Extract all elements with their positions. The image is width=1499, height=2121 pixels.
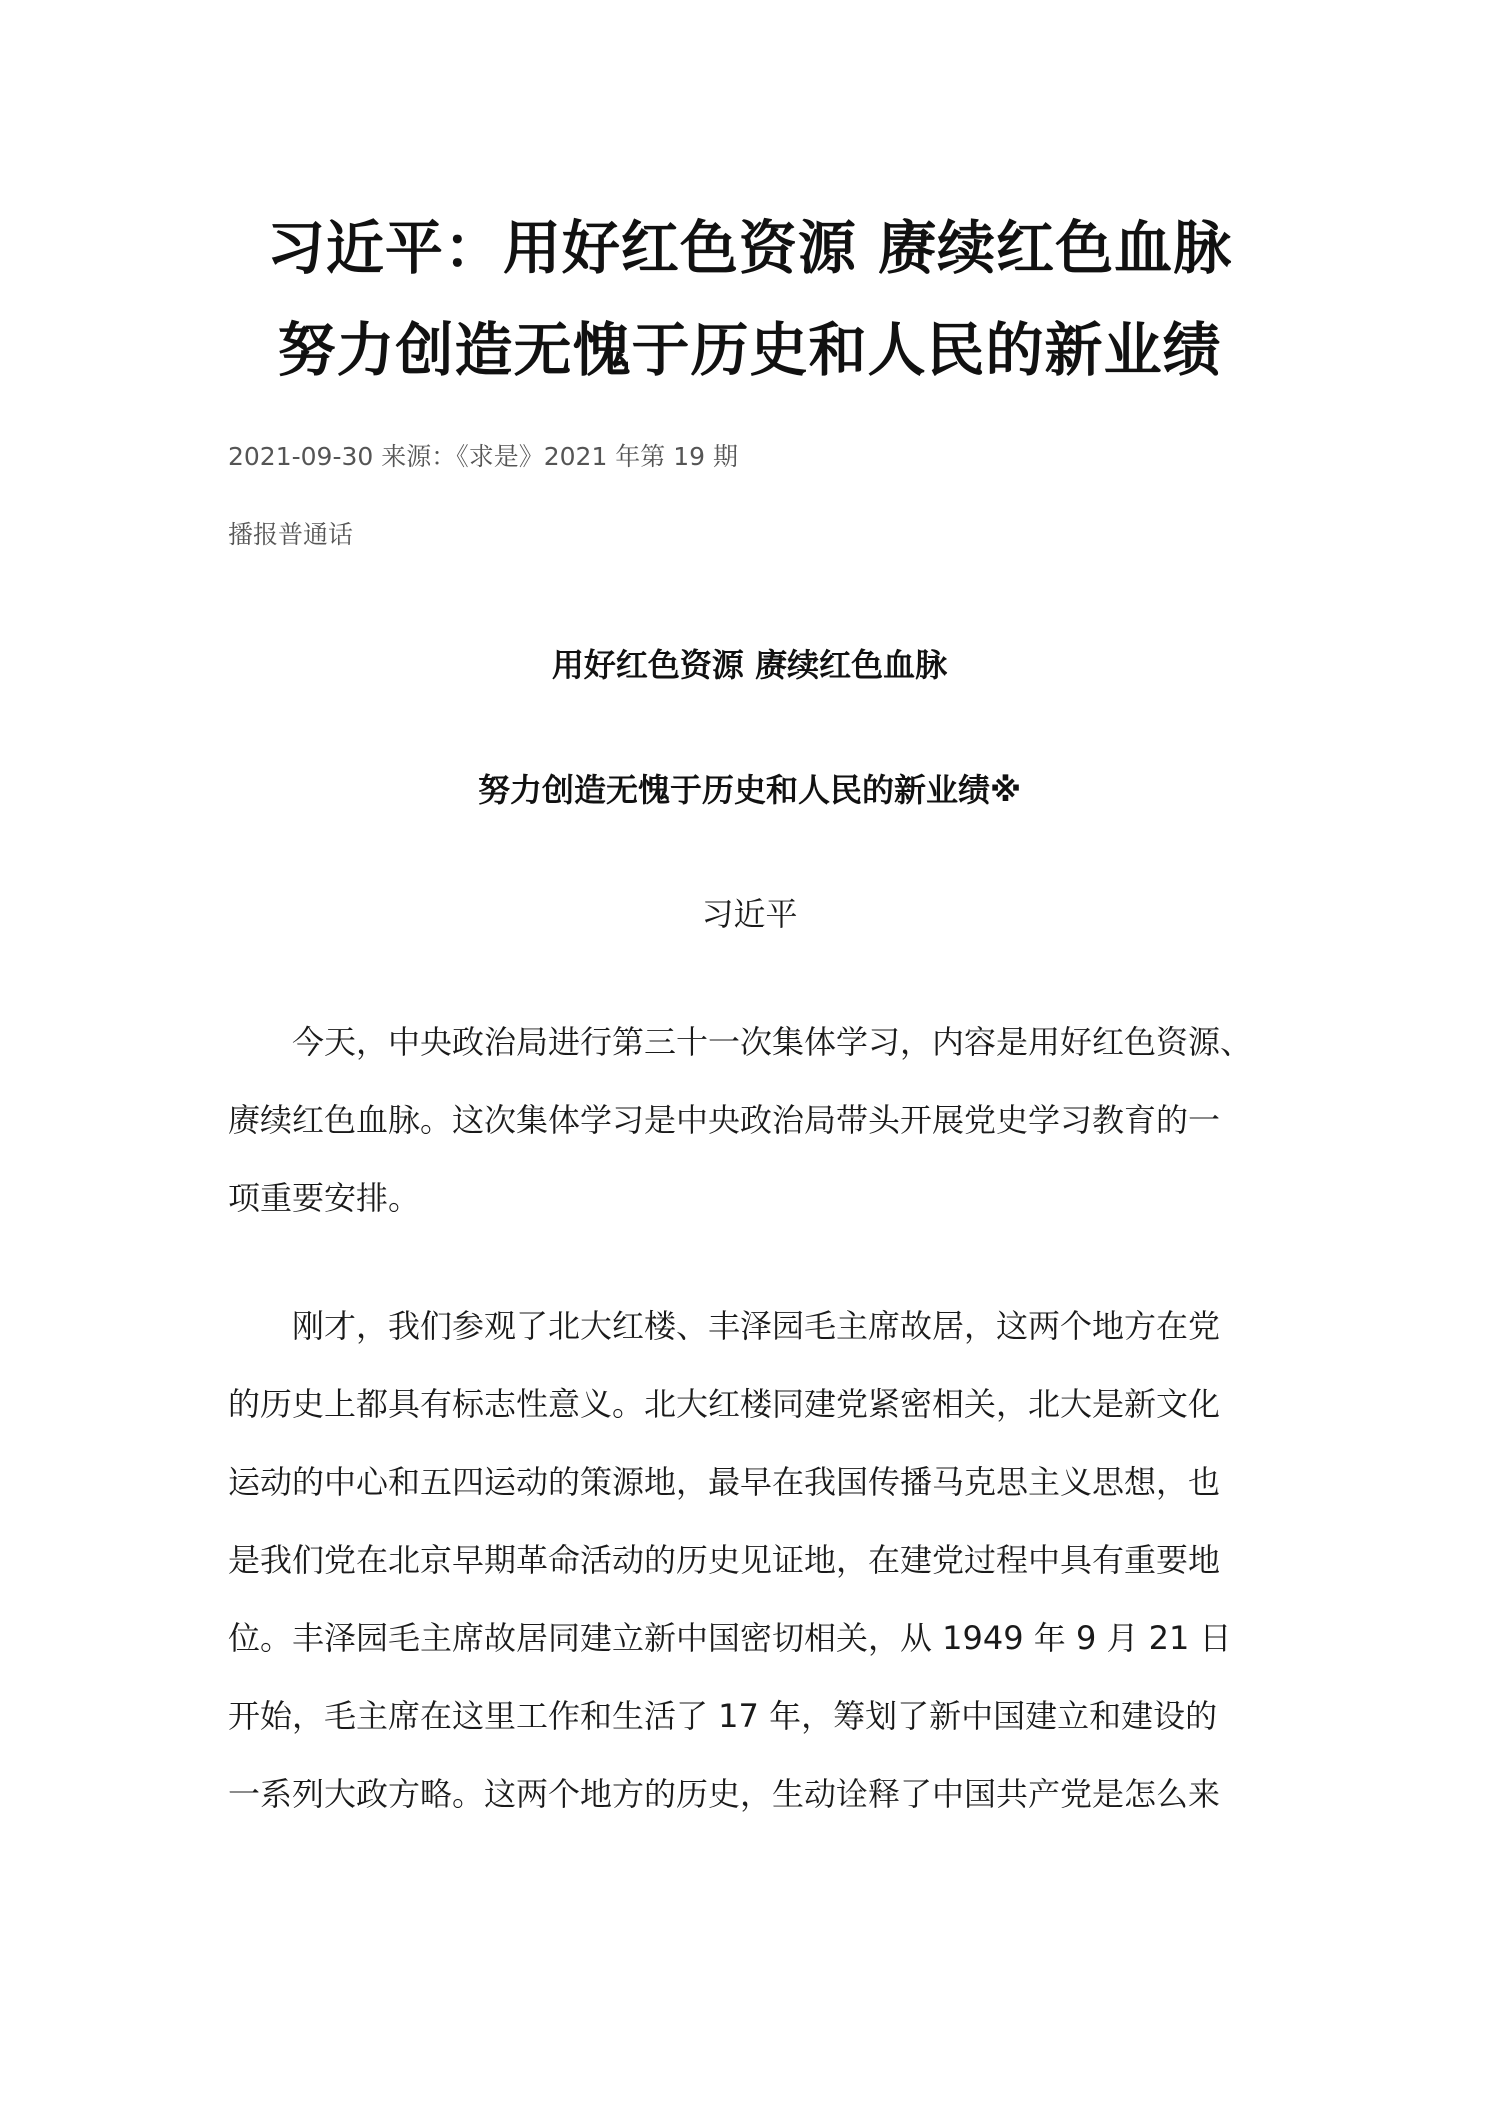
paragraph-1 — [228, 1003, 1280, 1237]
body-subtitle-line-1: 用好红色资源 赓续红色血脉 — [551, 646, 948, 684]
paragraph-line: 刚才，我们参观了北大红楼、丰泽园毛主席故居，这两个地方在党 — [292, 1307, 1221, 1345]
article-title-line-1: 习近平：用好红色资源 赓续红色血脉 — [266, 214, 1233, 282]
paragraph-line: 项重要安排。 — [228, 1179, 421, 1217]
article-meta: 2021-09-30 来源：《求是》2021 年第 19 期 — [228, 442, 739, 471]
paragraph-line: 运动的中心和五四运动的策源地，最早在我国传播马克思主义思想，也 — [228, 1463, 1221, 1501]
paragraph-line: 位。丰泽园毛主席故居同建立新中国密切相关，从 1949 年 9 月 21 日 — [228, 1619, 1232, 1657]
paragraph-line: 今天，中央政治局进行第三十一次集体学习，内容是用好红色资源、 — [292, 1023, 1253, 1061]
paragraph-2 — [228, 1287, 1280, 1833]
author-name: 习近平 — [701, 895, 798, 933]
body-subtitle-line-2: 努力创造无愧于历史和人民的新业绩※ — [477, 771, 1022, 809]
article-title-line-2: 努力创造无愧于历史和人民的新业绩 — [277, 316, 1222, 384]
paragraph-line: 开始，毛主席在这里工作和生活了 17 年，筹划了新中国建立和建设的 — [228, 1697, 1218, 1735]
paragraph-line: 是我们党在北京早期革命活动的历史见证地，在建党过程中具有重要地 — [228, 1541, 1221, 1579]
paragraph-line: 一系列大政方略。这两个地方的历史，生动诠释了中国共产党是怎么来 — [228, 1775, 1221, 1813]
broadcast-mandarin-link[interactable]: 播报普通话 — [228, 520, 354, 549]
paragraph-line: 的历史上都具有标志性意义。北大红楼同建党紧密相关，北大是新文化 — [228, 1385, 1221, 1423]
paragraph-line: 赓续红色血脉。这次集体学习是中央政治局带头开展党史学习教育的一 — [228, 1101, 1221, 1139]
